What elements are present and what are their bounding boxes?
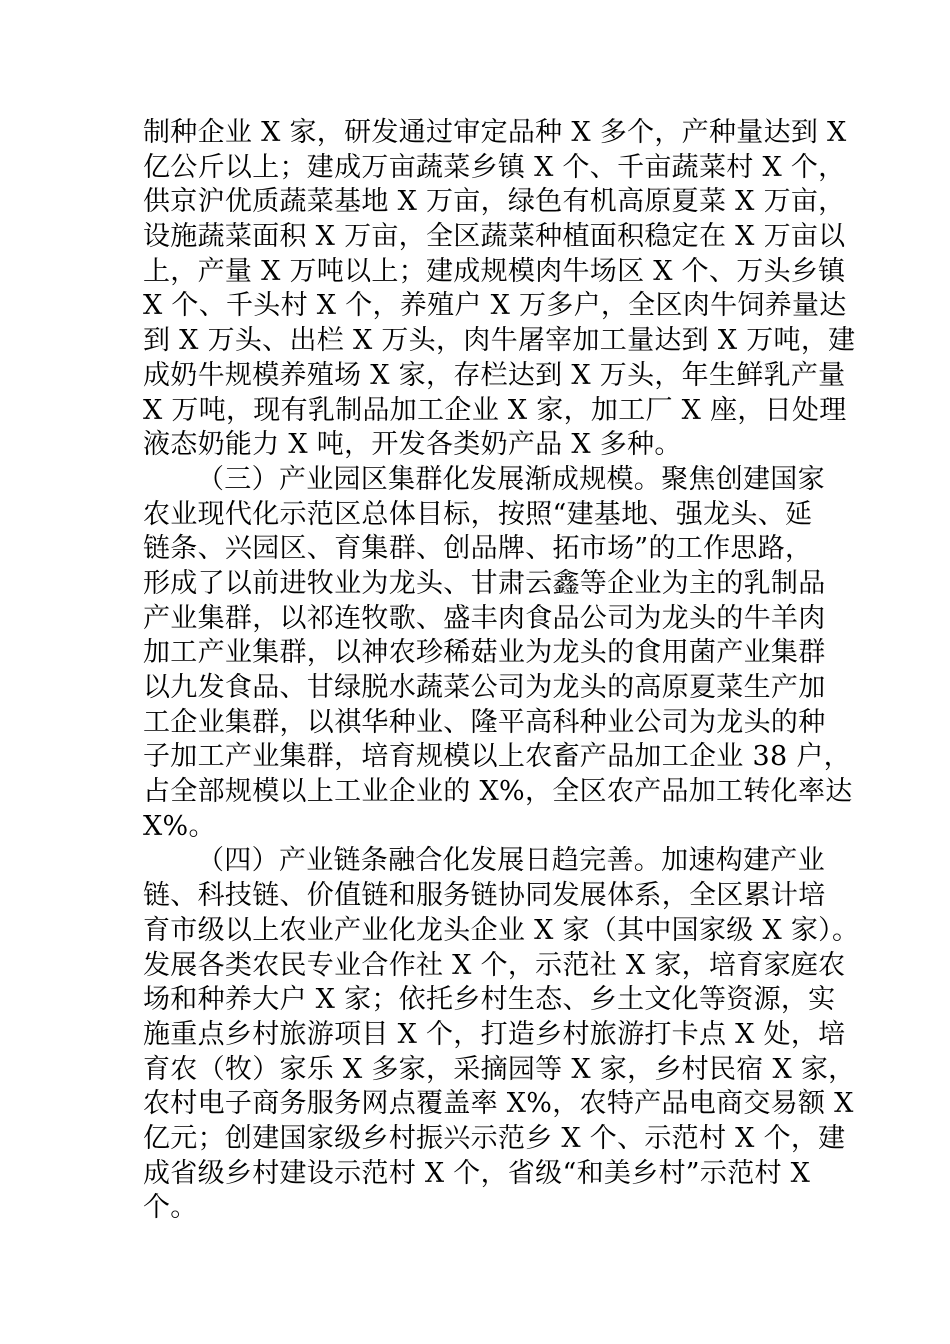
text-line: 亿公斤以上；建成万亩蔬菜乡镇 X 个、千亩蔬菜村 X 个， — [143, 151, 846, 183]
text-line: 育农（牧）家乐 X 多家，采摘园等 X 家，乡村民宿 X 家， — [143, 1053, 856, 1085]
text-line: 以九发食品、甘绿脱水蔬菜公司为龙头的高原夏菜生产加 — [143, 672, 826, 703]
text-line: 亿元；创建国家级乡村振兴示范乡 X 个、示范村 X 个，建 — [143, 1122, 846, 1154]
section-heading-line: （四）产业链条融合化发展日趋完善。加速构建产业 — [197, 845, 825, 877]
text-line: 场和种养大户 X 家；依托乡村生态、乡土文化等资源，实 — [143, 984, 836, 1016]
text-line: 施重点乡村旅游项目 X 个，打造乡村旅游打卡点 X 处，培 — [143, 1018, 846, 1050]
text-line: 液态奶能力 X 吨，开发各类奶产品 X 多种。 — [143, 429, 682, 461]
text-line: 工企业集群，以祺华种业、隆平高科种业公司为龙头的种 — [143, 706, 826, 738]
text-line: 制种企业 X 家，研发通过审定品种 X 多个，产种量达到 X — [143, 117, 847, 148]
text-line: 产业集群，以祁连牧歌、盛丰肉食品公司为龙头的牛羊肉 — [143, 602, 826, 634]
text-line: 农村电子商务服务网点覆盖率 X%，农特产品电商交易额 X — [143, 1088, 854, 1120]
text-line: 育市级以上农业产业化龙头企业 X 家（其中国家级 X 家）。 — [143, 914, 860, 946]
text-line: 个。 — [143, 1192, 198, 1224]
text-line: X 个、千头村 X 个，养殖户 X 万多户，全区肉牛饲养量达 — [143, 290, 847, 322]
text-line: 子加工产业集群，培育规模以上农畜产品加工企业 38 户， — [143, 741, 851, 773]
body-text — [143, 116, 860, 1226]
section-heading-line: （三）产业园区集群化发展渐成规模。聚焦创建国家 — [197, 463, 825, 495]
text-line: X%。 — [143, 810, 216, 842]
text-line: 到 X 万头、出栏 X 万头，肉牛屠宰加工量达到 X 万吨，建 — [143, 325, 856, 357]
text-line: 发展各类农民专业合作社 X 个，示范社 X 家，培育家庭农 — [143, 949, 846, 981]
text-line: 成奶牛规模养殖场 X 家，存栏达到 X 万头，年生鲜乳产量 — [143, 359, 846, 391]
text-line: 链、科技链、价值链和服务链协同发展体系，全区累计培 — [143, 880, 826, 912]
text-line: 供京沪优质蔬菜基地 X 万亩，绿色有机高原夏菜 X 万亩， — [143, 186, 846, 218]
text-line: 农业现代化示范区总体目标，按照“建基地、强龙头、延 — [143, 498, 813, 530]
text-line: 加工产业集群，以神农珍稀菇业为龙头的食用菌产业集群 — [143, 637, 826, 669]
text-line: 上，产量 X 万吨以上；建成规模肉牛场区 X 个、万头乡镇 — [143, 255, 846, 287]
text-line: X 万吨，现有乳制品加工企业 X 家，加工厂 X 座，日处理 — [143, 394, 847, 426]
text-line: 形成了以前进牧业为龙头、甘肃云鑫等企业为主的乳制品 — [143, 567, 826, 599]
text-line: 占全部规模以上工业企业的 X%，全区农产品加工转化率达 — [143, 776, 853, 808]
text-line: 成省级乡村建设示范村 X 个，省级“和美乡村”示范村 X — [143, 1157, 811, 1189]
text-line: 链条、兴园区、育集群、创品牌、拓市场”的工作思路， — [143, 533, 813, 565]
text-line: 设施蔬菜面积 X 万亩，全区蔬菜种植面积稳定在 X 万亩以 — [143, 221, 846, 253]
